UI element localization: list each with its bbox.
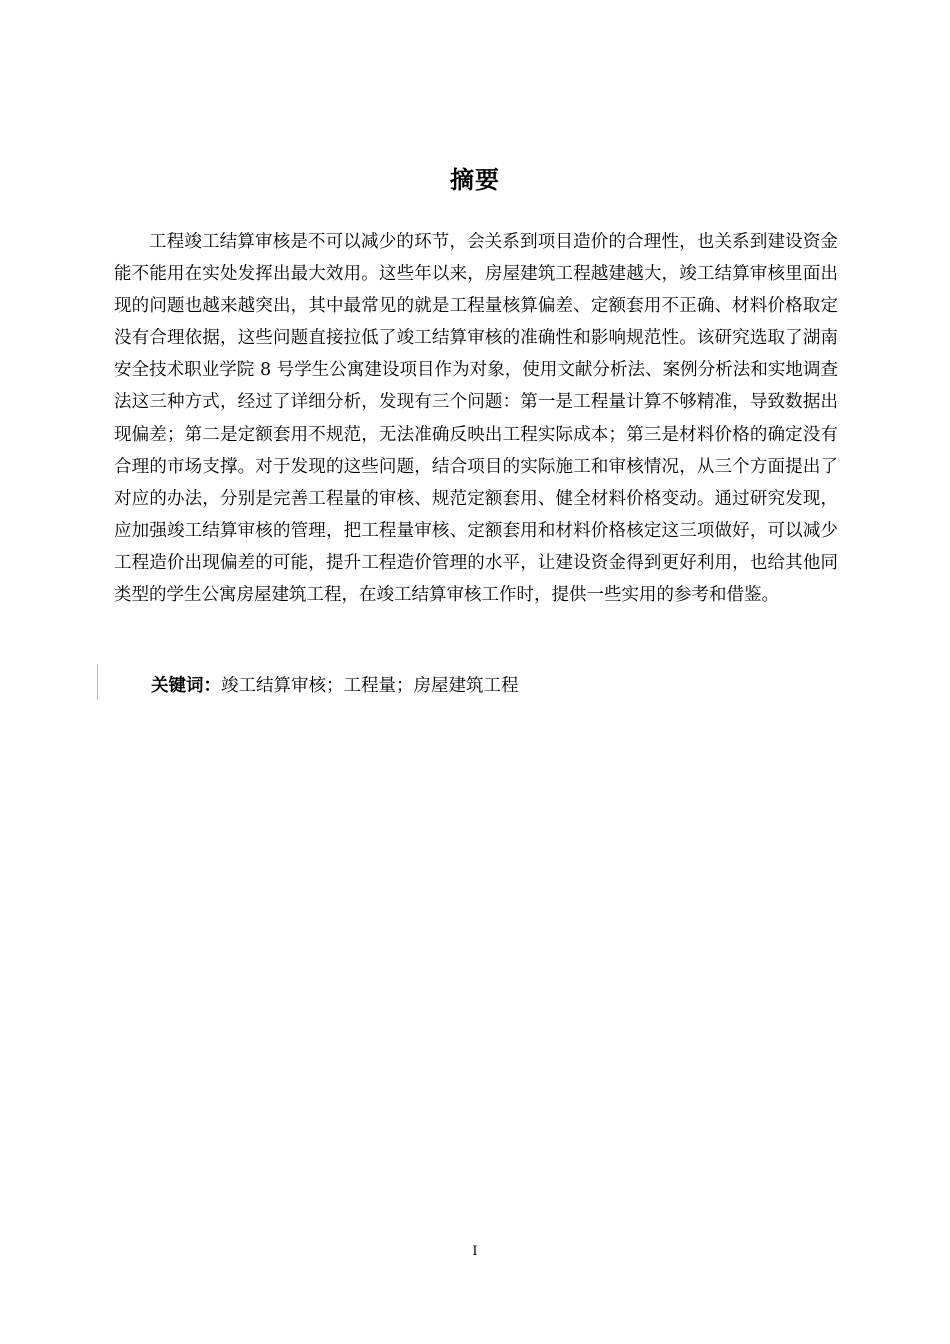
abstract-body: 工程竣工结算审核是不可以减少的环节，会关系到项目造价的合理性，也关系到建设资金能不能用在实处发挥出最大效用。这些年以来，房屋建筑工程越建越大，竣工结算审核里面出现的问题也越来越突出，其中最常见的就是工程量核算偏差、定额套用不正确、材料价格取定没有合理依据，这些问题直接拉低了竣工结算审核的准确性和影响规范性。该研究选取了湖南安全技术职业学院 8 号学生公寓建设项目作为对象，使用文献分析法、案例分析法和实地调查法这三种方式，经过了详细分析，发现有三个问题：第一是工程量计算不够精准，导致数据出现偏差；第二是定额套用不规范，无法准确反映出工程实际成本；第三是材料价格的确定没有合理的市场支撑。对于发现的这些问题，结合项目的实际施工和审核情况，从三个方面提出了对应的办法，分别是完善工程量的审核、规范定额套用、健全材料价格变动。通过研究发现，应加强竣工结算审核的管理，把工程量审核、定额套用和材料价格核定这三项做好，可以减少工程造价出现偏差的可能，提升工程造价管理的水平，让建设资金得到更好利用，也给其他同类型的学生公寓房屋建筑工程，在竣工结算审核工作时，提供一些实用的参考和借鉴。 [114,232,838,606]
abstract-title: 摘要 [450,166,500,194]
keywords-line [151,672,519,700]
keywords-label: 关键词： [151,676,221,696]
margin-rule [97,664,98,700]
page-number: I [472,1244,478,1259]
keywords-values: 竣工结算审核；工程量；房屋建筑工程 [221,676,519,696]
